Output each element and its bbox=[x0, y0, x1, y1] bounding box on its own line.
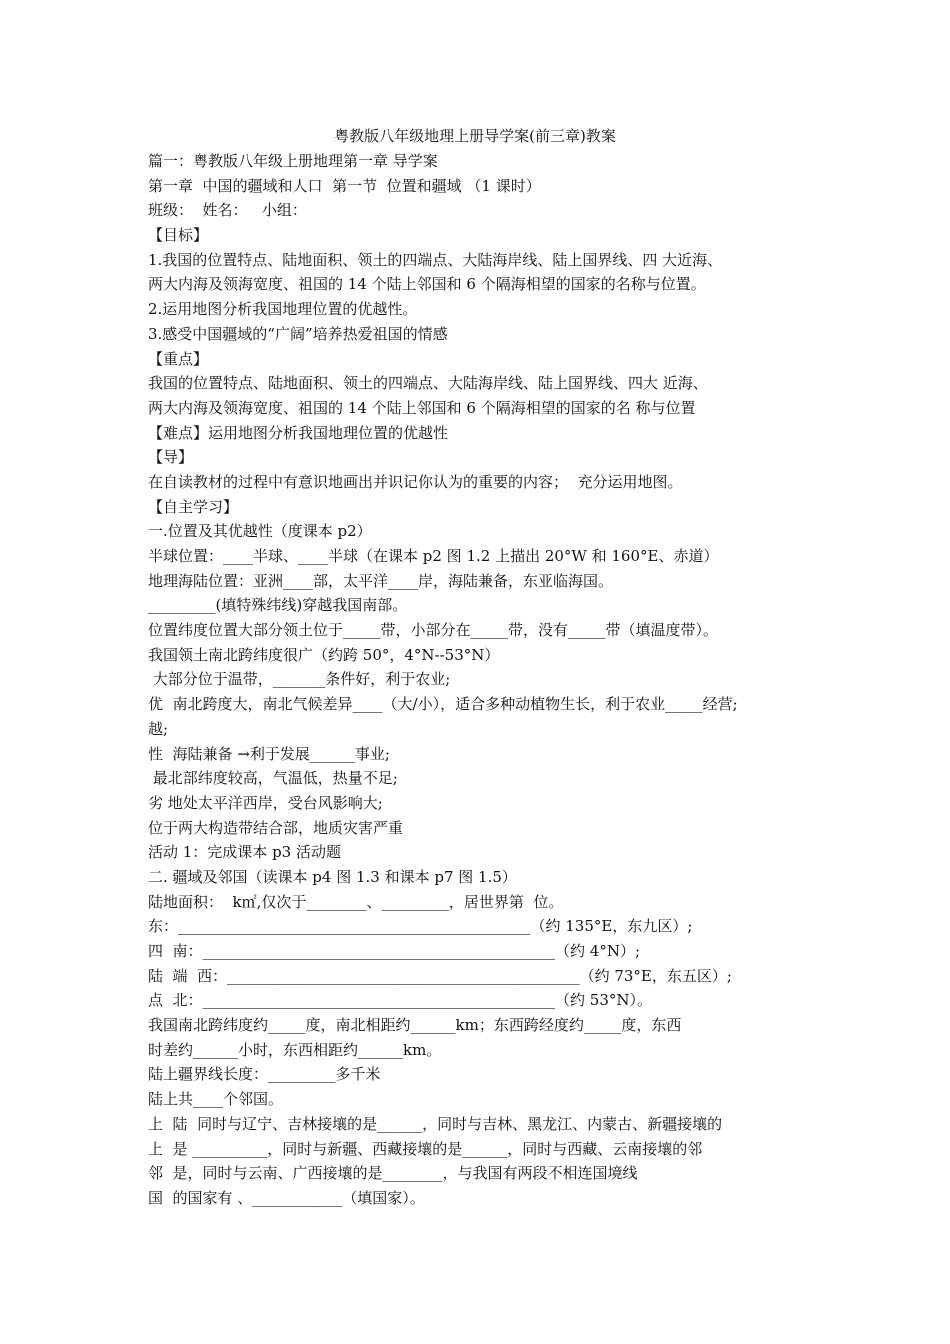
text-line: 大部分位于温带，_______条件好，利于农业; bbox=[148, 670, 451, 689]
text-line: 地理海陆位置：亚洲____部，太平洋____岸，海陆兼备，东亚临海国。 bbox=[148, 571, 614, 590]
text-line: 3.感受中国疆域的“广阔”培养热爱祖国的情感 bbox=[148, 324, 448, 343]
text-line: 半球位置：____半球、____半球（在课本 p2 图 1.2 上描出 20°W 和 160°E、赤道） bbox=[148, 547, 719, 565]
text-line: 篇一：粤教版八年级上册地理第一章 导学案 bbox=[148, 152, 438, 170]
text-line: 【自主学习】 bbox=[148, 497, 239, 516]
text-line: 我国南北跨纬度约_____度，南北相距约______km；东西跨经度约_____度，东西 bbox=[148, 1016, 682, 1035]
text-line: 四 南：_______________________________________________（约 4°N）; bbox=[148, 942, 641, 960]
text-line: 最北部纬度较高，气温低，热量不足; bbox=[148, 769, 398, 788]
text-line: 第一章 中国的疆域和人口 第一节 位置和疆域 （1 课时） bbox=[148, 176, 541, 195]
text-line: 班级： 姓名： 小组： bbox=[148, 201, 307, 220]
text-line: 【导】 bbox=[148, 448, 194, 467]
text-line: 上 是 __________，同时与新疆、西藏接壤的是______，同时与西藏、云南接壤的邻 bbox=[148, 1139, 703, 1158]
text-line: 【重点】 bbox=[148, 349, 209, 368]
text-line: 我国领土南北跨纬度很广（约跨 50°，4°N--53°N） bbox=[148, 645, 500, 664]
text-line: 二. 疆域及邻国（读课本 p4 图 1.3 和课本 p7 图 1.5） bbox=[148, 867, 517, 886]
text-line: 时差约______小时，东西相距约______km。 bbox=[148, 1040, 442, 1059]
text-line: 活动 1：完成课本 p3 活动题 bbox=[148, 843, 341, 862]
text-line: 越; bbox=[148, 719, 169, 738]
text-line: 劣 地处太平洋西岸，受台风影响大; bbox=[148, 793, 383, 812]
text-line: 邻 是，同时与云南、广西接壤的是________，与我国有两段不相连国境线 bbox=[148, 1164, 638, 1183]
document-title: 粤教版八年级地理上册导学案(前三章)教案 bbox=[334, 127, 616, 145]
text-line: 点 北：_______________________________________________（约 53°N）。 bbox=[148, 991, 653, 1010]
text-line: 性 海陆兼备 →利于发展______事业; bbox=[148, 744, 390, 763]
text-line: 东：_______________________________________________（约 135°E，东九区）; bbox=[148, 917, 693, 936]
text-line: 上 陆 同时与辽宁、吉林接壤的是______，同时与吉林、黑龙江、内蒙古、新疆接壤的 bbox=[148, 1114, 723, 1133]
text-line: 1.我国的位置特点、陆地面积、领土的四端点、大陆海岸线、陆上国界线、四 大近海、 bbox=[148, 250, 723, 269]
text-line: 【目标】 bbox=[148, 226, 209, 245]
text-line: 位置纬度位置大部分领土位于_____带，小部分在_____带，没有_____带（填温度带）。 bbox=[148, 621, 719, 640]
text-line: 【难点】运用地图分析我国地理位置的优越性 bbox=[148, 423, 449, 442]
text-line: 陆地面积： k㎡,仅次于________、_________，居世界第 位。 bbox=[148, 892, 564, 911]
text-line: 陆上疆界线长度：_________多千米 bbox=[148, 1065, 381, 1084]
text-line: 2.运用地图分析我国地理位置的优越性。 bbox=[148, 300, 418, 319]
text-line: 陆 端 西：_______________________________________________（约 73°E，东五区）; bbox=[148, 966, 732, 985]
text-line: 国 的国家有 、____________（填国家）。 bbox=[148, 1188, 425, 1207]
text-line: 两大内海及领海宽度、祖国的 14 个陆上邻国和 6 个隔海相望的国家的名称与位置。 bbox=[148, 275, 706, 294]
text-line: 我国的位置特点、陆地面积、领土的四端点、大陆海岸线、陆上国界线、四大 近海、 bbox=[148, 374, 708, 393]
text-line: _________(填特殊纬线)穿越我国南部。 bbox=[148, 596, 408, 615]
text-line: 在自读教材的过程中有意识地画出并识记你认为的重要的内容； 充分运用地图。 bbox=[148, 472, 683, 491]
text-line: 优 南北跨度大，南北气候差异____（大/小），适合多种动植物生长，利于农业_____经营; bbox=[148, 695, 738, 714]
text-line: 位于两大构造带结合部，地质灾害严重 bbox=[148, 818, 404, 837]
text-line: 一.位置及其优越性（度课本 p2） bbox=[148, 522, 372, 541]
text-line: 两大内海及领海宽度、祖国的 14 个陆上邻国和 6 个隔海相望的国家的名 称与位置 bbox=[148, 398, 696, 417]
document-body bbox=[148, 149, 838, 1211]
text-line: 陆上共____个邻国。 bbox=[148, 1090, 284, 1109]
